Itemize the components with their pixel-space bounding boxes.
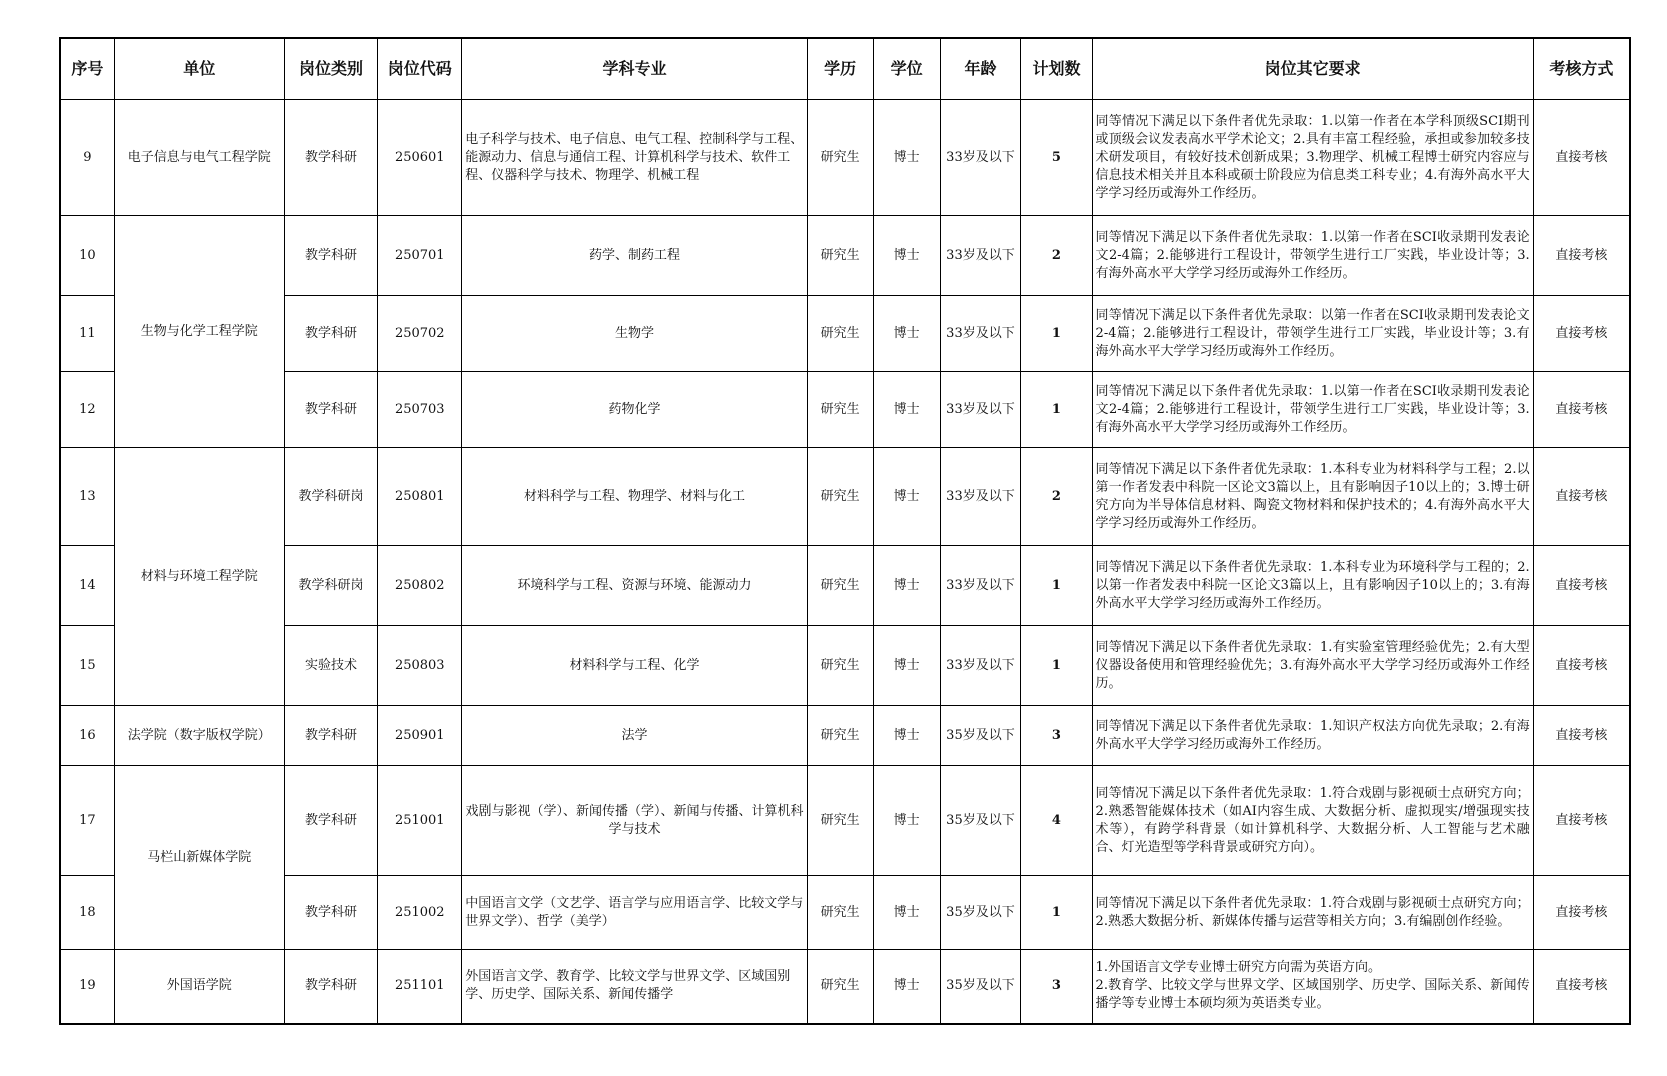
requirements-cell: 同等情况下满足以下条件者优先录取：1.符合戏剧与影视硕士点研究方向；2.熟悉智能媒体技术（如AI内容生成、大数据分析、虚拟现实/增强现实技术等），有跨学科背景（如计算机科学、大数据分析、人工智能与艺术融合、灯光造型等学科背景或研究方向）。 xyxy=(1092,766,1533,876)
requirements-cell: 同等情况下满足以下条件者优先录取：1.本科专业为材料科学与工程；2.以第一作者发表中科院一区论文3篇以上，且有影响因子10以上的；3.博士研究方向为半导体信息材料、陶瓷文物材料和保护技术的；4.有海外高水平大学学习经历或海外工作经历。 xyxy=(1092,448,1533,546)
row-number: 10 xyxy=(60,216,114,296)
row-number: 13 xyxy=(60,448,114,546)
plan-cell: 1 xyxy=(1021,372,1092,448)
unit-cell: 马栏山新媒体学院 xyxy=(114,766,284,950)
degree-cell: 博士 xyxy=(873,626,940,706)
category-cell: 教学科研岗 xyxy=(284,448,378,546)
requirements-cell: 同等情况下满足以下条件者优先录取：以第一作者在SCI收录期刊发表论文2-4篇；2.能够进行工程设计，带领学生进行工厂实践，毕业设计等；3.有海外高水平大学学习经历或海外工作经历。 xyxy=(1092,296,1533,372)
education-cell: 研究生 xyxy=(807,100,873,216)
requirements-cell: 同等情况下满足以下条件者优先录取：1.以第一作者在SCI收录期刊发表论文2-4篇；2.能够进行工程设计，带领学生进行工厂实践，毕业设计等；3.有海外高水平大学学习经历或海外工作经历。 xyxy=(1092,372,1533,448)
degree-cell: 博士 xyxy=(873,766,940,876)
degree-cell: 博士 xyxy=(873,296,940,372)
degree-cell: 博士 xyxy=(873,546,940,626)
major-cell: 材料科学与工程、物理学、材料与化工 xyxy=(462,448,807,546)
category-cell: 教学科研 xyxy=(284,100,378,216)
assessment-cell: 直接考核 xyxy=(1533,100,1630,216)
plan-cell: 3 xyxy=(1021,950,1092,1024)
assessment-cell: 直接考核 xyxy=(1533,706,1630,766)
category-cell: 教学科研 xyxy=(284,876,378,950)
age-cell: 35岁及以下 xyxy=(940,766,1021,876)
row-number: 15 xyxy=(60,626,114,706)
plan-cell: 5 xyxy=(1021,100,1092,216)
education-cell: 研究生 xyxy=(807,950,873,1024)
degree-cell: 博士 xyxy=(873,876,940,950)
code-cell: 250803 xyxy=(378,626,462,706)
age-cell: 35岁及以下 xyxy=(940,876,1021,950)
assessment-cell: 直接考核 xyxy=(1533,546,1630,626)
major-cell: 电子科学与技术、电子信息、电气工程、控制科学与工程、能源动力、信息与通信工程、计算机科学与技术、软件工程、仪器科学与技术、物理学、机械工程 xyxy=(462,100,807,216)
degree-cell: 博士 xyxy=(873,448,940,546)
plan-cell: 1 xyxy=(1021,626,1092,706)
row-number: 14 xyxy=(60,546,114,626)
assessment-cell: 直接考核 xyxy=(1533,296,1630,372)
major-cell: 中国语言文学（文艺学、语言学与应用语言学、比较文学与世界文学）、哲学（美学） xyxy=(462,876,807,950)
category-cell: 教学科研 xyxy=(284,950,378,1024)
row-number: 16 xyxy=(60,706,114,766)
category-cell: 教学科研岗 xyxy=(284,546,378,626)
table-row xyxy=(60,100,1630,216)
header-category: 岗位类别 xyxy=(284,38,378,100)
table-row xyxy=(60,706,1630,766)
requirements-cell: 同等情况下满足以下条件者优先录取：1.以第一作者在SCI收录期刊发表论文2-4篇；2.能够进行工程设计，带领学生进行工厂实践，毕业设计等；3.有海外高水平大学学习经历或海外工作经历。 xyxy=(1092,216,1533,296)
age-cell: 35岁及以下 xyxy=(940,950,1021,1024)
age-cell: 33岁及以下 xyxy=(940,100,1021,216)
assessment-cell: 直接考核 xyxy=(1533,876,1630,950)
table-row xyxy=(60,950,1630,1024)
major-cell: 材料科学与工程、化学 xyxy=(462,626,807,706)
degree-cell: 博士 xyxy=(873,216,940,296)
plan-cell: 2 xyxy=(1021,216,1092,296)
table-row xyxy=(60,766,1630,876)
category-cell: 实验技术 xyxy=(284,626,378,706)
row-number: 11 xyxy=(60,296,114,372)
plan-cell: 2 xyxy=(1021,448,1092,546)
header-education: 学历 xyxy=(807,38,873,100)
assessment-cell: 直接考核 xyxy=(1533,216,1630,296)
major-cell: 生物学 xyxy=(462,296,807,372)
table-row xyxy=(60,876,1630,950)
education-cell: 研究生 xyxy=(807,626,873,706)
category-cell: 教学科研 xyxy=(284,296,378,372)
header-plan: 计划数 xyxy=(1021,38,1092,100)
category-cell: 教学科研 xyxy=(284,706,378,766)
table-row xyxy=(60,296,1630,372)
plan-cell: 4 xyxy=(1021,766,1092,876)
code-cell: 251001 xyxy=(378,766,462,876)
header-degree: 学位 xyxy=(873,38,940,100)
requirements-cell: 同等情况下满足以下条件者优先录取：1.本科专业为环境科学与工程的；2.以第一作者发表中科院一区论文3篇以上，且有影响因子10以上的；3.有海外高水平大学学习经历或海外工作经历。 xyxy=(1092,546,1533,626)
unit-cell: 生物与化学工程学院 xyxy=(114,216,284,448)
assessment-cell: 直接考核 xyxy=(1533,766,1630,876)
education-cell: 研究生 xyxy=(807,876,873,950)
code-cell: 250901 xyxy=(378,706,462,766)
code-cell: 251002 xyxy=(378,876,462,950)
major-cell: 戏剧与影视（学）、新闻传播（学）、新闻与传播、计算机科学与技术 xyxy=(462,766,807,876)
degree-cell: 博士 xyxy=(873,372,940,448)
requirements-cell: 同等情况下满足以下条件者优先录取：1.知识产权法方向优先录取；2.有海外高水平大学学习经历或海外工作经历。 xyxy=(1092,706,1533,766)
unit-cell: 材料与环境工程学院 xyxy=(114,448,284,706)
plan-cell: 1 xyxy=(1021,876,1092,950)
degree-cell: 博士 xyxy=(873,950,940,1024)
age-cell: 33岁及以下 xyxy=(940,546,1021,626)
table-row xyxy=(60,546,1630,626)
header-row xyxy=(60,38,1630,100)
table-row xyxy=(60,372,1630,448)
code-cell: 250601 xyxy=(378,100,462,216)
age-cell: 35岁及以下 xyxy=(940,706,1021,766)
row-number: 9 xyxy=(60,100,114,216)
age-cell: 33岁及以下 xyxy=(940,372,1021,448)
unit-cell: 法学院（数字版权学院） xyxy=(114,706,284,766)
table-row xyxy=(60,626,1630,706)
header-age: 年龄 xyxy=(940,38,1021,100)
unit-cell: 外国语学院 xyxy=(114,950,284,1024)
header-no: 序号 xyxy=(60,38,114,100)
education-cell: 研究生 xyxy=(807,706,873,766)
code-cell: 250701 xyxy=(378,216,462,296)
age-cell: 33岁及以下 xyxy=(940,448,1021,546)
row-number: 19 xyxy=(60,950,114,1024)
major-cell: 法学 xyxy=(462,706,807,766)
major-cell: 药学、制药工程 xyxy=(462,216,807,296)
row-number: 17 xyxy=(60,766,114,876)
education-cell: 研究生 xyxy=(807,296,873,372)
header-major: 学科专业 xyxy=(462,38,807,100)
unit-cell: 电子信息与电气工程学院 xyxy=(114,100,284,216)
category-cell: 教学科研 xyxy=(284,372,378,448)
age-cell: 33岁及以下 xyxy=(940,216,1021,296)
category-cell: 教学科研 xyxy=(284,216,378,296)
code-cell: 250702 xyxy=(378,296,462,372)
education-cell: 研究生 xyxy=(807,448,873,546)
requirements-cell: 1.外国语言文学专业博士研究方向需为英语方向。 2.教育学、比较文学与世界文学、区域国别学、历史学、国际关系、新闻传播学等专业博士本硕均须为英语类专业。 xyxy=(1092,950,1533,1024)
header-unit: 单位 xyxy=(114,38,284,100)
code-cell: 250703 xyxy=(378,372,462,448)
requirements-cell: 同等情况下满足以下条件者优先录取：1.以第一作者在本学科顶级SCI期刊或顶级会议发表高水平学术论文；2.具有丰富工程经验，承担或参加较多技术研发项目，有较好技术创新成果；3.物理学、机械工程博士研究内容应与信息技术相关并且本科或硕士阶段应为信息类工科专业；4.有海外高水平大学学习经历或海外工作经历。 xyxy=(1092,100,1533,216)
recruitment-table xyxy=(59,37,1631,1025)
major-cell: 外国语言文学、教育学、比较文学与世界文学、区域国别学、历史学、国际关系、新闻传播学 xyxy=(462,950,807,1024)
header-assessment: 考核方式 xyxy=(1533,38,1630,100)
degree-cell: 博士 xyxy=(873,706,940,766)
education-cell: 研究生 xyxy=(807,546,873,626)
plan-cell: 1 xyxy=(1021,546,1092,626)
degree-cell: 博士 xyxy=(873,100,940,216)
assessment-cell: 直接考核 xyxy=(1533,950,1630,1024)
requirements-cell: 同等情况下满足以下条件者优先录取：1.有实验室管理经验优先；2.有大型仪器设备使用和管理经验优先；3.有海外高水平大学学习经历或海外工作经历。 xyxy=(1092,626,1533,706)
age-cell: 33岁及以下 xyxy=(940,296,1021,372)
row-number: 18 xyxy=(60,876,114,950)
assessment-cell: 直接考核 xyxy=(1533,448,1630,546)
major-cell: 环境科学与工程、资源与环境、能源动力 xyxy=(462,546,807,626)
code-cell: 250801 xyxy=(378,448,462,546)
plan-cell: 1 xyxy=(1021,296,1092,372)
assessment-cell: 直接考核 xyxy=(1533,372,1630,448)
age-cell: 33岁及以下 xyxy=(940,626,1021,706)
table-row xyxy=(60,448,1630,546)
code-cell: 250802 xyxy=(378,546,462,626)
assessment-cell: 直接考核 xyxy=(1533,626,1630,706)
education-cell: 研究生 xyxy=(807,766,873,876)
header-code: 岗位代码 xyxy=(378,38,462,100)
major-cell: 药物化学 xyxy=(462,372,807,448)
table-row xyxy=(60,216,1630,296)
row-number: 12 xyxy=(60,372,114,448)
education-cell: 研究生 xyxy=(807,216,873,296)
education-cell: 研究生 xyxy=(807,372,873,448)
header-requirements: 岗位其它要求 xyxy=(1092,38,1533,100)
category-cell: 教学科研 xyxy=(284,766,378,876)
requirements-cell: 同等情况下满足以下条件者优先录取：1.符合戏剧与影视硕士点研究方向；2.熟悉大数据分析、新媒体传播与运营等相关方向；3.有编剧创作经验。 xyxy=(1092,876,1533,950)
plan-cell: 3 xyxy=(1021,706,1092,766)
code-cell: 251101 xyxy=(378,950,462,1024)
